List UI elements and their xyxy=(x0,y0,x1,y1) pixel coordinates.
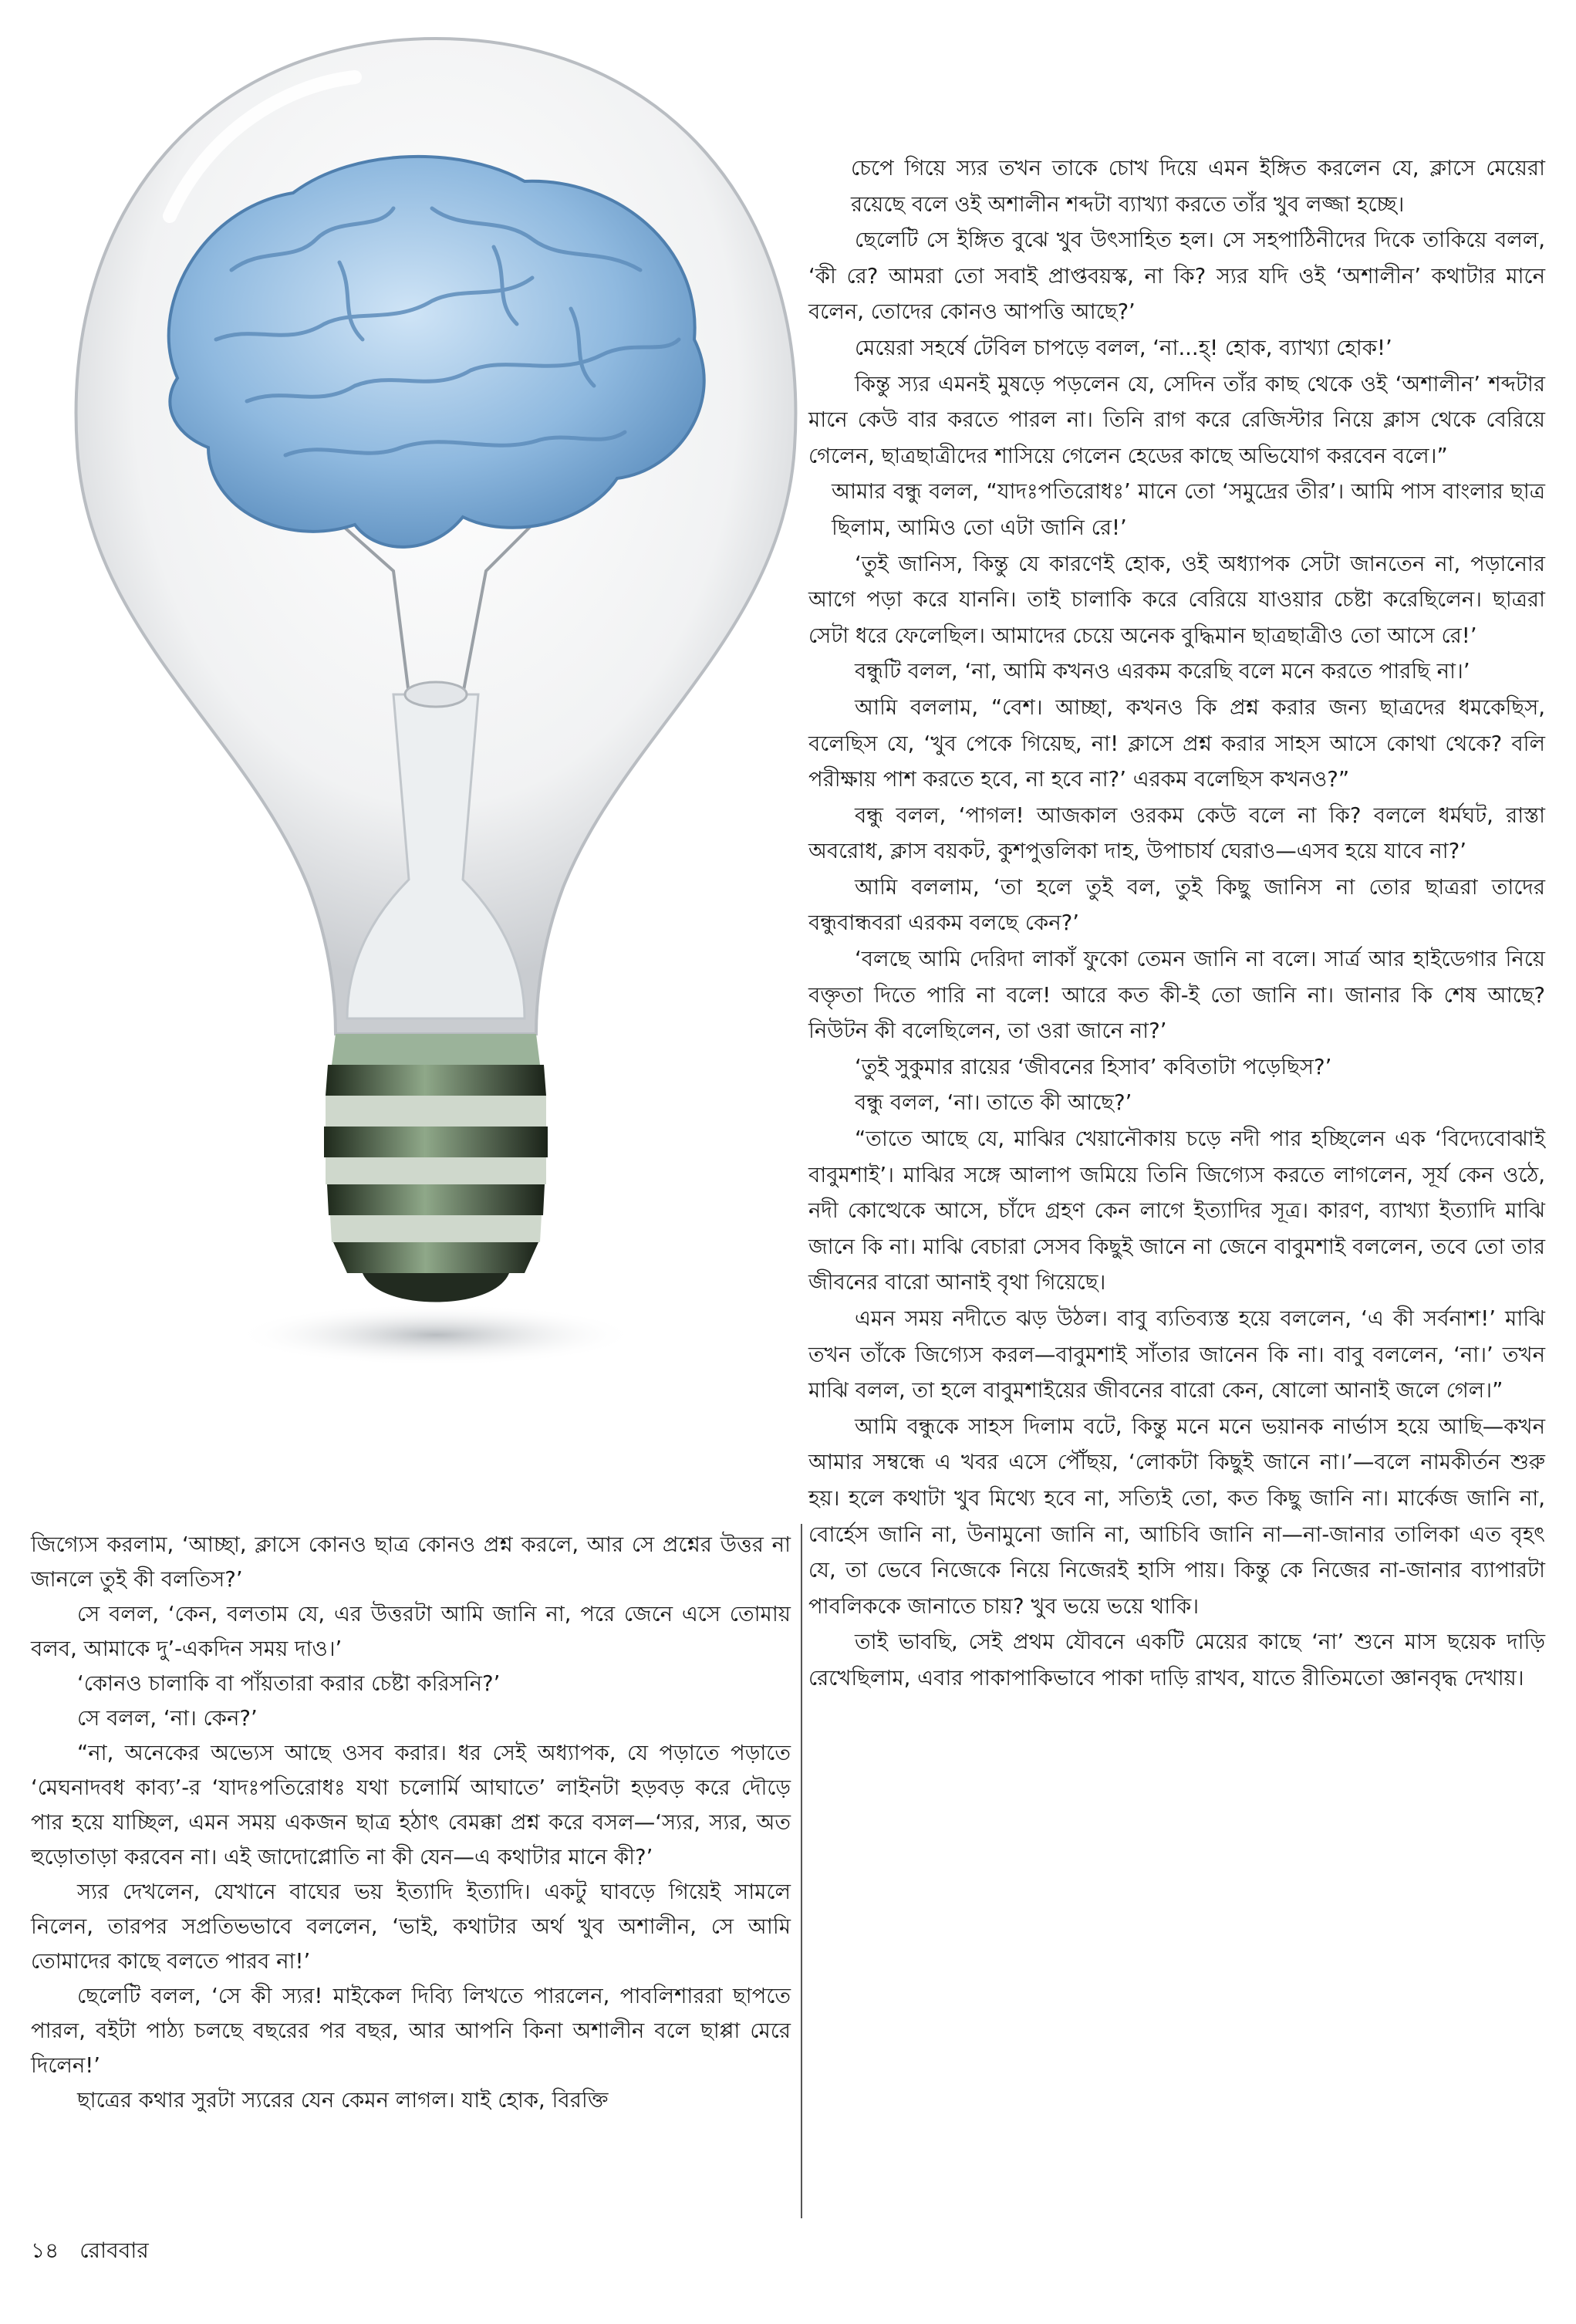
paragraph: সে বলল, ‘না। কেন?’ xyxy=(77,1706,258,1731)
article-left-column xyxy=(31,1528,791,2118)
paragraph: আমি বন্ধুকে সাহস দিলাম বটে, কিন্তু মনে মনে ভয়ানক নার্ভাস হয়ে আছি—কখন আমার সম্বন্ধে এ খবর এসে পৌঁছয়, ‘লোকটা কিছুই জানে না।’—বলে নামকীর্তন শুরু হয়। হলে কথাটা খুব মিথ্যে হবে না, সত্যিই তো, কত কিছু জানি না। মার্কেজ জানি না, বোর্হেস জানি না, উনামুনো জানি না, আচিবি জানি না—না-জানার তালিকা এত বৃহৎ যে, তা ভেবে নিজেকে নিয়ে নিজেরই হাসি পায়। কিন্তু কে নিজের না-জানার ব্যাপারটা পাবলিককে জানাতে চায়? খুব ভয়ে ভয়ে থাকি। xyxy=(808,1414,1545,1619)
paragraph: এমন সময় নদীতে ঝড় উঠল। বাবু ব্যতিব্যস্ত হয়ে বললেন, ‘এ কী সর্বনাশ!’ মাঝি তখন তাঁকে জিগ্যেস করল—বাবুমশাই সাঁতার জানেন কি না। বাবু বললেন, ‘না।’ তখন মাঝি বলল, তা হলে বাবুমশাইয়ের জীবনের বারো কেন, ষোলো আনাই জলে গেল।” xyxy=(808,1306,1545,1404)
paragraph: ‘তুই জানিস, কিন্তু যে কারণেই হোক, ওই অধ্যাপক সেটা জানতেন না, পড়ানোর আগে পড়া করে যাননি। তাই চালাকি করে বেরিয়ে যাওয়ার চেষ্টা করেছিলেন। ছাত্ররা সেটা ধরে ফেলেছিল। আমাদের চেয়ে অনেক বুদ্ধিমান ছাত্রছাত্রীও তো আসে রে!’ xyxy=(808,551,1545,648)
article-right-column xyxy=(808,150,1545,1697)
floor-shadow xyxy=(235,1304,636,1366)
paragraph: বন্ধু বলল, ‘পাগল! আজকাল ওরকম কেউ বলে না কি? বললে ধর্মঘট, রাস্তা অবরোধ, ক্লাস বয়কট, কুশপুত্তলিকা দাহ, উপাচার্য ঘেরাও—এসব হয়ে যাবে না?’ xyxy=(808,802,1545,864)
column-divider xyxy=(801,1524,802,2218)
paragraph: ছাত্রের কথার সুরটা স্যরের যেন কেমন লাগল। যাই হোক, বিরক্তি xyxy=(77,2088,609,2113)
paragraph: মেয়েরা সহর্ষে টেবিল চাপড়ে বলল, ‘না...হ্‌! হোক, ব্যাখ্যা হোক!’ xyxy=(855,335,1392,360)
paragraph: চেপে গিয়ে স্যর তখন তাকে চোখ দিয়ে এমন ইঙ্গিত করলেন যে, ক্লাসে মেয়েরা রয়েছে বলে ওই অশালীন শব্দটা ব্যাখ্যা করতে তাঁর খুব লজ্জা হচ্ছে। xyxy=(851,156,1545,217)
paragraph: তাই ভাবছি, সেই প্রথম যৌবনে একটি মেয়ের কাছে ‘না’ শুনে মাস ছয়েক দাড়ি রেখেছিলাম, এবার পাকাপাকিভাবে পাকা দাড়ি রাখব, যাতে রীতিমতো জ্ঞানবৃদ্ধ দেখায়। xyxy=(808,1630,1545,1691)
paragraph: জিগ্যেস করলাম, ‘আচ্ছা, ক্লাসে কোনও ছাত্র কোনও প্রশ্ন করলে, আর সে প্রশ্নের উত্তর না জানলে তুই কী বলতিস?’ xyxy=(31,1532,791,1592)
magazine-name: রোববার xyxy=(79,2238,149,2263)
paragraph: ‘কোনও চালাকি বা পাঁয়তারা করার চেষ্টা করিসনি?’ xyxy=(77,1671,501,1696)
bulb-base xyxy=(324,1034,548,1302)
paragraph: “তাতে আছে যে, মাঝির খেয়ানৌকায় চড়ে নদী পার হচ্ছিলেন এক ‘বিদ্যেবোঝাই বাবুমশাই’। মাঝির সঙ্গে আলাপ জমিয়ে তিনি জিগ্যেস করতে লাগলেন, সূর্য কেন ওঠে, নদী কোত্থেকে আসে, চাঁদে গ্রহণ কেন লাগে ইত্যাদির সূত্র। কারণ, ব্যাখ্যা ইত্যাদি মাঝি জানে কি না। মাঝি বেচারা সেসব কিছুই জানে না জেনে বাবুমশাই বললেন, তবে তো তার জীবনের বারো আনাই বৃথা গিয়েছে। xyxy=(808,1127,1545,1295)
paragraph: সে বলল, ‘কেন, বলতাম যে, এর উত্তরটা আমি জানি না, পরে জেনে এসে তোমায় বলব, আমাকে দু’-একদিন সময় দাও।’ xyxy=(31,1602,791,1661)
lightbulb-brain-illustration xyxy=(31,15,841,1458)
paragraph: স্যর দেখলেন, যেখানে বাঘের ভয় ইত্যাদি ইত্যাদি। একটু ঘাবড়ে গিয়েই সামলে নিলেন, তারপর সপ্রতিভভাবে বললেন, ‘ভাই, কথাটার অর্থ খুব অশালীন, সে আমি তোমাদের কাছে বলতে পারব না!’ xyxy=(31,1880,791,1974)
paragraph: ছেলেটি সে ইঙ্গিত বুঝে খুব উৎসাহিত হল। সে সহপাঠিনীদের দিকে তাকিয়ে বলল, ‘কী রে? আমরা তো সবাই প্রাপ্তবয়স্ক, না কি? স্যর যদি ওই ‘অশালীন’ কথাটার মানে বলেন, তোদের কোনও আপত্তি আছে?’ xyxy=(808,228,1545,325)
paragraph: বন্ধুটি বলল, ‘না, আমি কখনও এরকম করেছি বলে মনে করতে পারছি না।’ xyxy=(855,659,1470,684)
page-number: ১৪ xyxy=(31,2238,59,2263)
paragraph: আমার বন্ধু বলল, “যাদঃপতিরোধঃ’ মানে তো ‘সমুদ্রের তীর’। আমি পাস বাংলার ছাত্র ছিলাম, আমিও তো এটা জানি রে!’ xyxy=(832,479,1545,540)
paragraph: ‘বলছে আমি দেরিদা লাকাঁ ফুকো তেমন জানি না বলে। সার্ত্র আর হাইডেগার নিয়ে বক্তৃতা দিতে পারি না বলে! আরে কত কী-ই তো জানি না। জানার কি শেষ আছে? নিউটন কী বলেছিলেন, তা ওরা জানে না?’ xyxy=(808,947,1545,1044)
paragraph: ‘তুই সুকুমার রায়ের ‘জীবনের হিসাব’ কবিতাটা পড়েছিস?’ xyxy=(855,1054,1332,1079)
paragraph: বন্ধু বলল, ‘না। তাতে কী আছে?’ xyxy=(855,1090,1132,1116)
page-footer xyxy=(31,2234,163,2270)
paragraph: আমি বললাম, “বেশ। আচ্ছা, কখনও কি প্রশ্ন করার জন্য ছাত্রদের ধমকেছিস, বলেছিস যে, ‘খুব পেকে গিয়েছ, না! ক্লাসে প্রশ্ন করার সাহস আসে কোথা থেকে? বলি পরীক্ষায় পাশ করতে হবে, না হবে না?’ এরকম বলেছিস কখনও?” xyxy=(808,694,1545,792)
paragraph: “না, অনেকের অভ্যেস আছে ওসব করার। ধর সেই অধ্যাপক, যে পড়াতে পড়াতে ‘মেঘনাদবধ কাব্য’-র ‘যাদঃপতিরোধঃ যথা চলোর্মি আঘাতে’ লাইনটা হড়বড় করে দৌড়ে পার হয়ে যাচ্ছিল, এমন সময় একজন ছাত্র হঠাৎ বেমক্কা প্রশ্ন করে বসল—‘স্যর, স্যর, অত হুড়োতাড়া করবেন না। এই জাদোপ্লোতি না কী যেন—এ কথাটার মানে কী?’ xyxy=(31,1741,791,1870)
paragraph: আমি বললাম, ‘তা হলে তুই বল, তুই কিছু জানিস না তোর ছাত্ররা তাদের বন্ধুবান্ধবরা এরকম বলছে কেন?’ xyxy=(808,874,1545,936)
paragraph: ছেলেটি বলল, ‘সে কী স্যর! মাইকেল দিব্যি লিখতে পারলেন, পাবলিশাররা ছাপতে পারল, বইটা পাঠ্য চলছে বছরের পর বছর, আর আপনি কিনা অশালীন বলে ছাপ্পা মেরে দিলেন!’ xyxy=(31,1984,791,2078)
paragraph: কিন্তু স্যর এমনই মুষড়ে পড়লেন যে, সেদিন তাঁর কাছ থেকে ওই ‘অশালীন’ শব্দটার মানে কেউ বার করতে পারল না। তিনি রাগ করে রেজিস্টার নিয়ে ক্লাস থেকে বেরিয়ে গেলেন, ছাত্রছাত্রীদের শাসিয়ে গেলেন হেডের কাছে অভিযোগ করবেন বলে।” xyxy=(808,371,1545,468)
